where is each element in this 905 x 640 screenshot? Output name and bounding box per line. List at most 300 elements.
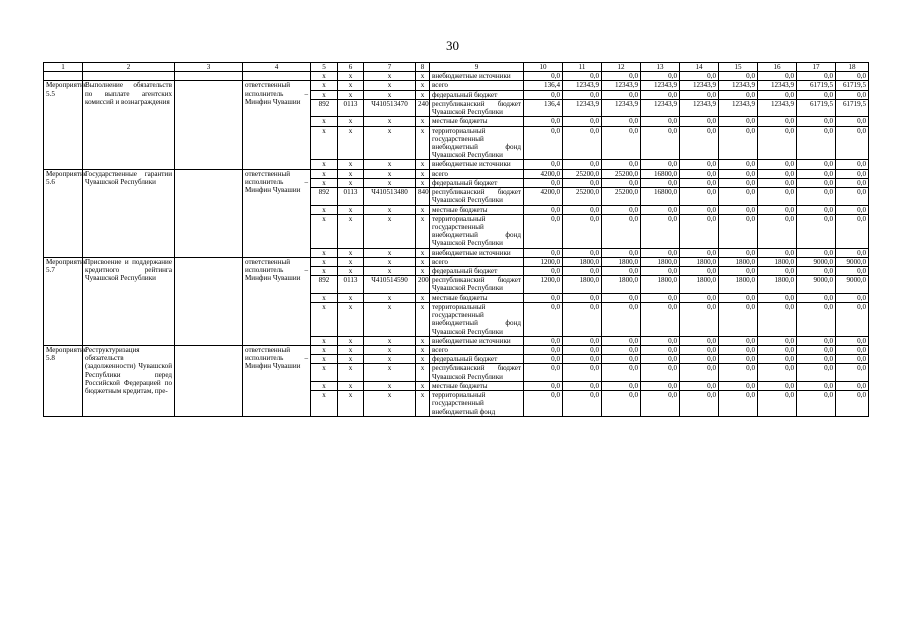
amount-cell: 0,0 [524, 178, 563, 187]
code-cell: x [364, 267, 416, 276]
amount-cell: 0,0 [602, 72, 641, 81]
funding-source: республиканский бюджет Чувашской Республики [430, 276, 524, 293]
amount-cell: 0,0 [524, 381, 563, 390]
column-number: 11 [563, 63, 602, 72]
column-number: 5 [311, 63, 338, 72]
table-row [44, 257, 869, 266]
code-cell: x [338, 293, 364, 302]
responsible-executor: ответственный исполнитель – Минфин Чувашии [243, 81, 311, 169]
funding-source: территориальный государственный внебюджетный фонд Чувашской Республики [430, 126, 524, 160]
funding-source: местные бюджеты [430, 293, 524, 302]
code-cell: x [338, 302, 364, 336]
amount-cell: 0,0 [758, 178, 797, 187]
amount-cell: 0,0 [797, 72, 836, 81]
code-cell: x [338, 178, 364, 187]
amount-cell: 0,0 [641, 126, 680, 160]
empty-cell [83, 72, 175, 81]
code-cell: x [311, 364, 338, 381]
amount-cell: 0,0 [524, 214, 563, 248]
code-cell: x [416, 257, 430, 266]
column-number-row [44, 63, 869, 72]
amount-cell: 0,0 [797, 293, 836, 302]
amount-cell: 0,0 [524, 336, 563, 345]
amount-cell: 0,0 [758, 214, 797, 248]
amount-cell: 0,0 [680, 160, 719, 169]
amount-cell: 12343,9 [758, 99, 797, 116]
code-cell: x [416, 302, 430, 336]
column-number: 7 [364, 63, 416, 72]
amount-cell: 0,0 [563, 117, 602, 126]
code-cell: x [311, 391, 338, 417]
code-cell: x [416, 364, 430, 381]
amount-cell: 0,0 [563, 214, 602, 248]
amount-cell: 0,0 [641, 355, 680, 364]
funding-source: внебюджетные источники [430, 248, 524, 257]
code-cell: x [338, 169, 364, 178]
amount-cell: 0,0 [680, 302, 719, 336]
code-cell: Ч410514590 [364, 276, 416, 293]
code-cell: x [364, 381, 416, 390]
amount-cell: 0,0 [758, 248, 797, 257]
amount-cell: 1800,0 [602, 257, 641, 266]
amount-cell: 0,0 [680, 90, 719, 99]
amount-cell: 0,0 [758, 302, 797, 336]
amount-cell: 0,0 [719, 160, 758, 169]
amount-cell: 0,0 [797, 391, 836, 417]
code-cell: x [416, 346, 430, 355]
code-cell: 200 [416, 276, 430, 293]
amount-cell: 1800,0 [680, 276, 719, 293]
amount-cell: 0,0 [719, 188, 758, 205]
amount-cell: 0,0 [563, 72, 602, 81]
amount-cell: 0,0 [758, 346, 797, 355]
code-cell: x [364, 302, 416, 336]
column-number: 18 [836, 63, 869, 72]
column-number: 10 [524, 63, 563, 72]
code-cell: x [416, 117, 430, 126]
amount-cell: 0,0 [641, 214, 680, 248]
code-cell: x [364, 391, 416, 417]
amount-cell: 0,0 [524, 205, 563, 214]
page-number: 30 [446, 38, 459, 53]
amount-cell: 0,0 [758, 188, 797, 205]
amount-cell: 12343,9 [680, 99, 719, 116]
amount-cell: 0,0 [836, 355, 869, 364]
responsible-executor: ответственный исполнитель – Минфин Чувашии [243, 346, 311, 417]
funding-source: республиканский бюджет Чувашской Республики [430, 99, 524, 116]
amount-cell: 0,0 [641, 90, 680, 99]
column-number: 6 [338, 63, 364, 72]
responsible-executor: ответственный исполнитель – Минфин Чувашии [243, 257, 311, 345]
empty-cell [175, 257, 243, 345]
funding-source: всего [430, 257, 524, 266]
amount-cell: 9000,0 [797, 276, 836, 293]
amount-cell: 1200,0 [524, 257, 563, 266]
amount-cell: 0,0 [797, 90, 836, 99]
code-cell: x [364, 160, 416, 169]
empty-cell [175, 169, 243, 257]
amount-cell: 0,0 [719, 126, 758, 160]
code-cell: x [416, 160, 430, 169]
amount-cell: 0,0 [758, 90, 797, 99]
activity-name: Государственные гарантии Чувашской Республики [83, 169, 175, 257]
amount-cell: 0,0 [797, 267, 836, 276]
code-cell: x [311, 178, 338, 187]
amount-cell: 0,0 [719, 178, 758, 187]
code-cell: x [416, 169, 430, 178]
activity-id: Мероприятие 5.7 [44, 257, 83, 345]
amount-cell: 0,0 [758, 381, 797, 390]
amount-cell: 0,0 [836, 293, 869, 302]
code-cell: x [338, 267, 364, 276]
amount-cell: 61719,5 [836, 81, 869, 90]
code-cell: x [311, 346, 338, 355]
amount-cell: 0,0 [602, 391, 641, 417]
code-cell: x [311, 126, 338, 160]
amount-cell: 12343,9 [563, 99, 602, 116]
amount-cell: 0,0 [524, 160, 563, 169]
code-cell: x [338, 72, 364, 81]
code-cell: x [416, 336, 430, 345]
code-cell: x [338, 90, 364, 99]
amount-cell: 0,0 [602, 205, 641, 214]
code-cell: x [416, 267, 430, 276]
amount-cell: 0,0 [602, 336, 641, 345]
amount-cell: 0,0 [602, 126, 641, 160]
amount-cell: 0,0 [758, 293, 797, 302]
amount-cell: 0,0 [602, 302, 641, 336]
amount-cell: 0,0 [680, 72, 719, 81]
amount-cell: 1800,0 [563, 257, 602, 266]
amount-cell: 0,0 [680, 205, 719, 214]
code-cell: x [311, 336, 338, 345]
amount-cell: 0,0 [758, 364, 797, 381]
amount-cell: 0,0 [719, 248, 758, 257]
code-cell: x [338, 160, 364, 169]
amount-cell: 0,0 [758, 205, 797, 214]
amount-cell: 0,0 [797, 160, 836, 169]
empty-cell [175, 81, 243, 169]
amount-cell: 0,0 [524, 90, 563, 99]
amount-cell: 1200,0 [524, 276, 563, 293]
amount-cell: 1800,0 [641, 276, 680, 293]
amount-cell: 0,0 [836, 267, 869, 276]
amount-cell: 0,0 [719, 391, 758, 417]
amount-cell: 0,0 [836, 364, 869, 381]
amount-cell: 0,0 [524, 302, 563, 336]
amount-cell: 0,0 [758, 160, 797, 169]
code-cell: x [416, 90, 430, 99]
amount-cell: 0,0 [563, 346, 602, 355]
table-row [44, 72, 869, 81]
amount-cell: 0,0 [680, 336, 719, 345]
code-cell: Ч410513470 [364, 99, 416, 116]
amount-cell: 0,0 [797, 336, 836, 345]
amount-cell: 0,0 [680, 178, 719, 187]
amount-cell: 0,0 [719, 117, 758, 126]
funding-source: территориальный государственный внебюджетный фонд [430, 391, 524, 417]
amount-cell: 1800,0 [758, 276, 797, 293]
code-cell: x [364, 257, 416, 266]
amount-cell: 0,0 [563, 364, 602, 381]
funding-source: внебюджетные источники [430, 72, 524, 81]
code-cell: x [364, 90, 416, 99]
amount-cell: 0,0 [563, 205, 602, 214]
table-row [44, 346, 869, 355]
amount-cell: 0,0 [680, 355, 719, 364]
code-cell: x [338, 257, 364, 266]
code-cell: 0113 [338, 276, 364, 293]
amount-cell: 0,0 [602, 90, 641, 99]
amount-cell: 0,0 [524, 72, 563, 81]
amount-cell: 1800,0 [563, 276, 602, 293]
empty-cell [44, 72, 83, 81]
amount-cell: 0,0 [524, 355, 563, 364]
amount-cell: 0,0 [758, 126, 797, 160]
column-number: 17 [797, 63, 836, 72]
amount-cell: 1800,0 [719, 257, 758, 266]
amount-cell: 61719,5 [797, 99, 836, 116]
amount-cell: 0,0 [563, 248, 602, 257]
amount-cell: 0,0 [641, 160, 680, 169]
amount-cell: 0,0 [797, 364, 836, 381]
funding-source: федеральный бюджет [430, 267, 524, 276]
amount-cell: 0,0 [680, 293, 719, 302]
amount-cell: 0,0 [836, 214, 869, 248]
amount-cell: 0,0 [641, 391, 680, 417]
code-cell: x [364, 178, 416, 187]
code-cell: x [338, 336, 364, 345]
amount-cell: 4200,0 [524, 169, 563, 178]
code-cell: x [364, 346, 416, 355]
code-cell: x [311, 355, 338, 364]
amount-cell: 0,0 [524, 293, 563, 302]
amount-cell: 0,0 [836, 346, 869, 355]
code-cell: x [311, 214, 338, 248]
amount-cell: 136,4 [524, 99, 563, 116]
amount-cell: 0,0 [836, 381, 869, 390]
code-cell: x [311, 81, 338, 90]
amount-cell: 0,0 [680, 188, 719, 205]
amount-cell: 0,0 [719, 72, 758, 81]
funding-source: федеральный бюджет [430, 90, 524, 99]
code-cell: x [416, 355, 430, 364]
amount-cell: 0,0 [602, 160, 641, 169]
amount-cell: 0,0 [641, 267, 680, 276]
code-cell: x [311, 117, 338, 126]
amount-cell: 0,0 [680, 364, 719, 381]
amount-cell: 1800,0 [758, 257, 797, 266]
code-cell: x [338, 205, 364, 214]
amount-cell: 0,0 [641, 336, 680, 345]
table-row [44, 169, 869, 178]
code-cell: 892 [311, 188, 338, 205]
amount-cell: 0,0 [797, 214, 836, 248]
amount-cell: 0,0 [563, 381, 602, 390]
amount-cell: 0,0 [524, 346, 563, 355]
code-cell: x [416, 81, 430, 90]
code-cell: x [338, 364, 364, 381]
amount-cell: 0,0 [797, 188, 836, 205]
amount-cell: 0,0 [797, 205, 836, 214]
code-cell: x [338, 391, 364, 417]
amount-cell: 12343,9 [719, 81, 758, 90]
code-cell: 240 [416, 99, 430, 116]
amount-cell: 12343,9 [563, 81, 602, 90]
amount-cell: 0,0 [797, 346, 836, 355]
amount-cell: 0,0 [524, 126, 563, 160]
column-number: 9 [430, 63, 524, 72]
amount-cell: 25200,0 [563, 188, 602, 205]
funding-source: внебюджетные источники [430, 160, 524, 169]
code-cell: x [364, 72, 416, 81]
code-cell: 892 [311, 276, 338, 293]
activity-name: Реструктуризация обязательств (задолженности) Чувашской Республики перед Российской Федерацией по бюджетным кредитам, пре- [83, 346, 175, 417]
amount-cell: 0,0 [719, 267, 758, 276]
amount-cell: 0,0 [758, 391, 797, 417]
column-number: 2 [83, 63, 175, 72]
amount-cell: 0,0 [719, 205, 758, 214]
amount-cell: 0,0 [836, 72, 869, 81]
amount-cell: 0,0 [680, 126, 719, 160]
code-cell: x [338, 117, 364, 126]
amount-cell: 0,0 [836, 126, 869, 160]
amount-cell: 0,0 [758, 117, 797, 126]
code-cell: x [416, 214, 430, 248]
funding-source: территориальный государственный внебюджетный фонд Чувашской Республики [430, 302, 524, 336]
code-cell: x [311, 267, 338, 276]
code-cell: x [364, 293, 416, 302]
budget-table [43, 62, 869, 417]
amount-cell: 0,0 [680, 169, 719, 178]
amount-cell: 0,0 [602, 117, 641, 126]
amount-cell: 0,0 [719, 293, 758, 302]
code-cell: x [311, 169, 338, 178]
activity-id: Мероприятие 5.8 [44, 346, 83, 417]
code-cell: x [311, 248, 338, 257]
column-number: 13 [641, 63, 680, 72]
empty-cell [175, 346, 243, 417]
code-cell: x [311, 160, 338, 169]
amount-cell: 61719,5 [836, 99, 869, 116]
amount-cell: 0,0 [797, 117, 836, 126]
code-cell: x [364, 205, 416, 214]
funding-source: республиканский бюджет Чувашской Республики [430, 188, 524, 205]
amount-cell: 25200,0 [602, 188, 641, 205]
amount-cell: 0,0 [641, 293, 680, 302]
empty-cell [175, 72, 243, 81]
code-cell: x [311, 302, 338, 336]
amount-cell: 0,0 [797, 126, 836, 160]
table-row [44, 81, 869, 90]
amount-cell: 0,0 [680, 267, 719, 276]
code-cell: x [311, 72, 338, 81]
code-cell: x [416, 293, 430, 302]
amount-cell: 0,0 [719, 355, 758, 364]
funding-source: федеральный бюджет [430, 355, 524, 364]
code-cell: x [416, 72, 430, 81]
amount-cell: 0,0 [836, 169, 869, 178]
amount-cell: 0,0 [602, 293, 641, 302]
amount-cell: 0,0 [836, 302, 869, 336]
code-cell: x [364, 126, 416, 160]
amount-cell: 0,0 [758, 336, 797, 345]
amount-cell: 0,0 [719, 90, 758, 99]
amount-cell: 25200,0 [563, 169, 602, 178]
amount-cell: 0,0 [602, 214, 641, 248]
amount-cell: 0,0 [602, 178, 641, 187]
amount-cell: 1800,0 [680, 257, 719, 266]
code-cell: x [338, 214, 364, 248]
code-cell: x [416, 126, 430, 160]
amount-cell: 0,0 [563, 267, 602, 276]
activity-id: Мероприятие 5.5 [44, 81, 83, 169]
amount-cell: 0,0 [641, 381, 680, 390]
code-cell: x [364, 355, 416, 364]
column-number: 12 [602, 63, 641, 72]
amount-cell: 0,0 [563, 336, 602, 345]
code-cell: x [311, 293, 338, 302]
amount-cell: 0,0 [719, 381, 758, 390]
amount-cell: 12343,9 [641, 81, 680, 90]
code-cell: 840 [416, 188, 430, 205]
activity-id: Мероприятие 5.6 [44, 169, 83, 257]
column-number: 14 [680, 63, 719, 72]
amount-cell: 25200,0 [602, 169, 641, 178]
code-cell: x [311, 90, 338, 99]
amount-cell: 0,0 [563, 126, 602, 160]
amount-cell: 0,0 [797, 302, 836, 336]
amount-cell: 12343,9 [602, 81, 641, 90]
column-number: 8 [416, 63, 430, 72]
amount-cell: 9000,0 [836, 276, 869, 293]
amount-cell: 12343,9 [641, 99, 680, 116]
amount-cell: 9000,0 [836, 257, 869, 266]
amount-cell: 0,0 [680, 214, 719, 248]
amount-cell: 0,0 [602, 267, 641, 276]
funding-source: всего [430, 169, 524, 178]
funding-source: местные бюджеты [430, 205, 524, 214]
amount-cell: 12343,9 [758, 81, 797, 90]
amount-cell: 0,0 [524, 117, 563, 126]
amount-cell: 0,0 [680, 117, 719, 126]
amount-cell: 12343,9 [719, 99, 758, 116]
amount-cell: 0,0 [524, 267, 563, 276]
amount-cell: 0,0 [758, 355, 797, 364]
column-number: 3 [175, 63, 243, 72]
amount-cell: 0,0 [563, 302, 602, 336]
code-cell: 892 [311, 99, 338, 116]
code-cell: x [416, 205, 430, 214]
column-number: 15 [719, 63, 758, 72]
funding-source: местные бюджеты [430, 117, 524, 126]
amount-cell: 0,0 [797, 248, 836, 257]
amount-cell: 0,0 [797, 178, 836, 187]
code-cell: x [311, 205, 338, 214]
funding-source: республиканский бюджет Чувашской Республики [430, 364, 524, 381]
amount-cell: 0,0 [719, 302, 758, 336]
amount-cell: 1800,0 [719, 276, 758, 293]
amount-cell: 0,0 [680, 248, 719, 257]
funding-source: местные бюджеты [430, 381, 524, 390]
code-cell: 0113 [338, 99, 364, 116]
amount-cell: 0,0 [641, 72, 680, 81]
code-cell: x [364, 81, 416, 90]
amount-cell: 0,0 [758, 267, 797, 276]
amount-cell: 0,0 [719, 169, 758, 178]
code-cell: x [311, 381, 338, 390]
amount-cell: 16800,0 [641, 188, 680, 205]
